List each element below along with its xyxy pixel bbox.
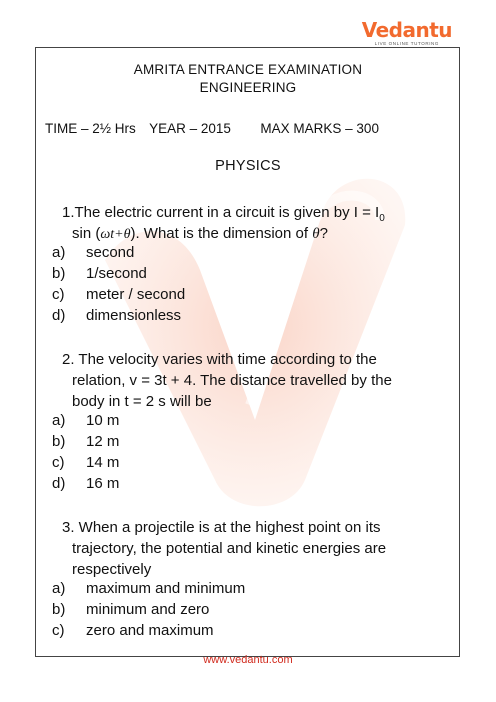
option-1a[interactable]: a) second [52, 244, 135, 261]
question-2-line-3: body in t = 2 s will be [72, 393, 212, 410]
option-3a[interactable]: a) maximum and minimum [52, 580, 246, 597]
option-2d[interactable]: d) 16 m [52, 475, 120, 492]
vedantu-logo: Vedantu LIVE ONLINE TUTORING [361, 18, 452, 46]
option-2a[interactable]: a) 10 m [52, 412, 120, 429]
formula-expression: ωt+θ [100, 227, 131, 242]
question-1-line-1: 1.The electric current in a circuit is given by $I = I_0$ [62, 204, 385, 224]
option-1d[interactable]: d) dimensionless [52, 307, 182, 324]
option-2c[interactable]: c) 14 m [52, 454, 120, 471]
question-2-line-2: relation, v = 3t + 4. The distance travelled by the [72, 372, 392, 389]
option-2b[interactable]: b) 12 m [52, 433, 120, 450]
exam-meta [45, 121, 379, 136]
question-1-line-2: sin (ωt+θ). What is the dimension of θ? [72, 225, 328, 242]
question-3-line-2: trajectory, the potential and kinetic energies are [72, 540, 387, 557]
option-3b[interactable]: b) minimum and zero [52, 601, 210, 618]
subject-title: PHYSICS [215, 158, 281, 174]
option-3c[interactable]: c) zero and maximum [52, 622, 214, 639]
question-3-line-3: respectively [72, 561, 152, 578]
exam-max-marks: MAX MARKS – 300 [260, 121, 379, 136]
exam-year: YEAR – 2015 [149, 121, 231, 136]
question-3-line-1: 3. When a projectile is at the highest point on its [62, 519, 381, 536]
option-1b[interactable]: b) 1/second [52, 265, 147, 282]
exam-stream: ENGINEERING [199, 80, 297, 95]
exam-time: TIME – 2½ Hrs [45, 121, 136, 136]
exam-title: AMRITA ENTRANCE EXAMINATION [133, 62, 363, 77]
theta-symbol: θ [312, 226, 320, 242]
question-2-line-1: 2. The velocity varies with time according to the [62, 351, 377, 368]
footer-link[interactable]: www.vedantu.com [203, 654, 293, 666]
option-1c[interactable]: c) meter / second [52, 286, 186, 303]
